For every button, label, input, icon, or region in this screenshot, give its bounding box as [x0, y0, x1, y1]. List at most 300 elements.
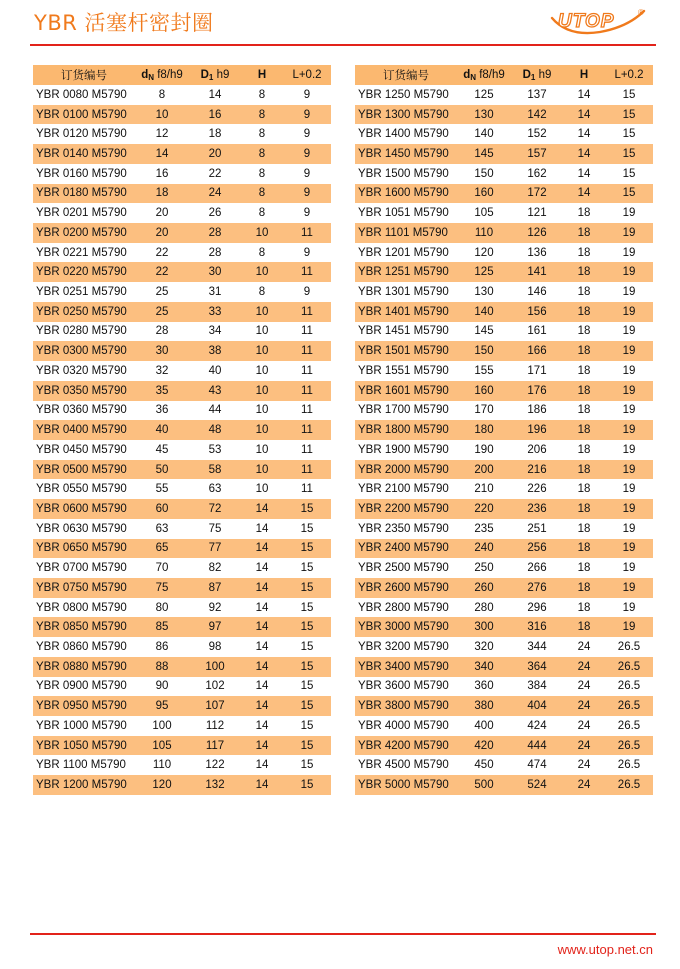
cell-d1: 156: [511, 302, 563, 322]
cell-dn: 18: [135, 184, 189, 204]
cell-order-code: YBR 1700 M5790: [358, 404, 449, 417]
cell-l: 15: [605, 105, 653, 125]
cell-d1: 161: [527, 325, 547, 338]
table-row: [33, 696, 331, 716]
cell-dn: 100: [152, 719, 172, 732]
cell-h: 14: [255, 601, 269, 614]
cell-l: 19: [605, 381, 653, 401]
cell-l: 15: [300, 719, 314, 732]
cell-l: 11: [301, 325, 313, 338]
cell-l: 26.5: [605, 696, 653, 716]
cell-dn: 10: [135, 105, 189, 125]
table-row: [355, 657, 653, 677]
cell-order-code: YBR 2600 M5790: [355, 578, 457, 598]
cell-l: 19: [605, 460, 653, 480]
cell-order-code: YBR 2500 M5790: [358, 562, 449, 575]
cell-dn: 60: [135, 499, 189, 519]
cell-d1: 171: [527, 364, 547, 377]
cell-dn: 75: [135, 578, 189, 598]
cell-dn: 160: [457, 184, 511, 204]
cell-order-code: YBR 4500 M5790: [358, 759, 449, 772]
cell-d1: 444: [511, 736, 563, 756]
cell-l: 11: [283, 302, 331, 322]
cell-order-code: YBR 1800 M5790: [355, 420, 457, 440]
cell-dn: 240: [457, 539, 511, 559]
cell-dn: 105: [474, 207, 494, 220]
cell-h: 10: [241, 223, 283, 243]
cell-h: 18: [577, 522, 591, 535]
cell-l: 19: [605, 578, 653, 598]
cell-dn: 320: [474, 640, 494, 653]
cell-dn: 32: [155, 364, 169, 377]
table-row: [355, 775, 653, 795]
table-row: [33, 322, 331, 342]
table-row: [355, 499, 653, 519]
cell-d1: 364: [511, 657, 563, 677]
cell-order-code: YBR 0080 M5790: [36, 88, 127, 101]
cell-d1: 26: [208, 207, 222, 220]
cell-l: 9: [303, 286, 311, 299]
cell-order-code: YBR 0350 M5790: [33, 381, 135, 401]
cell-dn: 130: [457, 105, 511, 125]
cell-h: 14: [577, 167, 591, 180]
cell-h: 8: [258, 167, 266, 180]
cell-order-code: YBR 1900 M5790: [358, 443, 449, 456]
cell-order-code: YBR 0860 M5790: [36, 640, 127, 653]
cell-l: 15: [605, 144, 653, 164]
table-row: [355, 144, 653, 164]
cell-h: 24: [563, 657, 605, 677]
table-row: [355, 519, 653, 539]
cell-d1: 474: [527, 759, 547, 772]
cell-order-code: YBR 2000 M5790: [355, 460, 457, 480]
cell-l: 15: [283, 499, 331, 519]
cell-d1: 157: [511, 144, 563, 164]
cell-h: 8: [241, 144, 283, 164]
utop-logo: [548, 5, 650, 39]
table-row: [355, 558, 653, 578]
col-header-dn: dN f8/h9: [457, 65, 511, 85]
cell-h: 10: [241, 460, 283, 480]
cell-dn: 120: [474, 246, 494, 259]
table-row: [355, 637, 653, 657]
cell-d1: 136: [527, 246, 547, 259]
cell-order-code: YBR 1401 M5790: [355, 302, 457, 322]
cell-h: 14: [255, 759, 269, 772]
cell-order-code: YBR 5000 M5790: [355, 775, 457, 795]
cell-order-code: YBR 0201 M5790: [36, 207, 127, 220]
cell-l: 9: [283, 105, 331, 125]
cell-d1: 384: [527, 680, 547, 693]
table-row: [355, 85, 653, 105]
table-row: [355, 361, 653, 381]
cell-d1: 117: [189, 736, 241, 756]
cell-dn: 140: [474, 128, 494, 141]
cell-l: 11: [283, 262, 331, 282]
table-row: [33, 637, 331, 657]
cell-l: 11: [283, 420, 331, 440]
cell-h: 18: [577, 364, 591, 377]
cell-order-code: YBR 0400 M5790: [33, 420, 135, 440]
cell-h: 14: [241, 617, 283, 637]
cell-order-code: YBR 0550 M5790: [36, 483, 127, 496]
cell-d1: 296: [527, 601, 547, 614]
table-row: [355, 203, 653, 223]
cell-h: 14: [241, 578, 283, 598]
cell-h: 14: [241, 657, 283, 677]
table-row: [33, 184, 331, 204]
table-row: [33, 736, 331, 756]
cell-h: 14: [241, 696, 283, 716]
cell-l: 15: [283, 736, 331, 756]
cell-h: 24: [577, 680, 591, 693]
cell-order-code: YBR 4000 M5790: [358, 719, 449, 732]
cell-dn: 210: [474, 483, 494, 496]
cell-h: 14: [255, 719, 269, 732]
cell-dn: 110: [457, 223, 511, 243]
cell-dn: 500: [457, 775, 511, 795]
cell-l: 11: [283, 381, 331, 401]
cell-h: 10: [241, 302, 283, 322]
col-header-dn: dN f8/h9: [135, 65, 189, 85]
cell-dn: 70: [155, 562, 169, 575]
cell-d1: 142: [511, 105, 563, 125]
cell-l: 15: [622, 167, 636, 180]
cell-d1: 30: [189, 262, 241, 282]
cell-l: 26.5: [617, 640, 641, 653]
table-row: [355, 736, 653, 756]
cell-d1: 266: [527, 562, 547, 575]
cell-d1: 20: [189, 144, 241, 164]
table-row: [33, 302, 331, 322]
cell-dn: 145: [457, 144, 511, 164]
cell-order-code: YBR 0160 M5790: [36, 167, 127, 180]
cell-dn: 95: [135, 696, 189, 716]
table-row: [33, 124, 331, 144]
cell-dn: 150: [457, 341, 511, 361]
cell-h: 10: [241, 262, 283, 282]
table-row: [33, 361, 331, 381]
cell-order-code: YBR 1451 M5790: [358, 325, 449, 338]
cell-order-code: YBR 1250 M5790: [358, 88, 449, 101]
cell-d1: 251: [527, 522, 547, 535]
cell-d1: 18: [208, 128, 222, 141]
table-row: [355, 223, 653, 243]
cell-order-code: YBR 1201 M5790: [358, 246, 449, 259]
cell-h: 24: [563, 775, 605, 795]
cell-l: 26.5: [605, 736, 653, 756]
cell-h: 14: [255, 640, 269, 653]
cell-d1: 132: [189, 775, 241, 795]
table-row: [33, 381, 331, 401]
cell-l: 9: [283, 184, 331, 204]
cell-l: 19: [622, 325, 636, 338]
cell-order-code: YBR 1600 M5790: [355, 184, 457, 204]
cell-h: 18: [563, 539, 605, 559]
cell-h: 18: [577, 246, 591, 259]
cell-dn: 120: [135, 775, 189, 795]
cell-d1: 146: [527, 286, 547, 299]
cell-l: 11: [283, 341, 331, 361]
cell-dn: 86: [155, 640, 169, 653]
cell-d1: 424: [527, 719, 547, 732]
cell-d1: 152: [527, 128, 547, 141]
cell-l: 15: [622, 88, 636, 101]
cell-dn: 12: [155, 128, 169, 141]
table-row: [33, 499, 331, 519]
cell-dn: 25: [155, 286, 169, 299]
cell-h: 18: [563, 302, 605, 322]
cell-order-code: YBR 0360 M5790: [36, 404, 127, 417]
table-row: [355, 341, 653, 361]
cell-dn: 200: [457, 460, 511, 480]
table-row: [355, 578, 653, 598]
table-row: [355, 105, 653, 125]
cell-h: 18: [577, 207, 591, 220]
cell-l: 26.5: [617, 719, 641, 732]
cell-l: 19: [605, 262, 653, 282]
cell-order-code: YBR 0221 M5790: [36, 246, 127, 259]
cell-l: 19: [605, 499, 653, 519]
table-row: [33, 144, 331, 164]
cell-l: 15: [283, 539, 331, 559]
cell-l: 15: [300, 601, 314, 614]
cell-l: 19: [622, 404, 636, 417]
cell-l: 26.5: [605, 657, 653, 677]
cell-order-code: YBR 0750 M5790: [33, 578, 135, 598]
cell-h: 8: [258, 246, 266, 259]
table-row: [33, 341, 331, 361]
cell-d1: 53: [208, 443, 222, 456]
cell-d1: 72: [189, 499, 241, 519]
cell-order-code: YBR 0120 M5790: [36, 128, 127, 141]
cell-h: 18: [577, 286, 591, 299]
cell-dn: 28: [155, 325, 169, 338]
cell-order-code: YBR 0950 M5790: [33, 696, 135, 716]
cell-d1: 63: [208, 483, 222, 496]
cell-h: 14: [255, 562, 269, 575]
cell-l: 19: [622, 522, 636, 535]
table-row: [355, 302, 653, 322]
cell-l: 9: [303, 128, 311, 141]
table-row: [33, 677, 331, 697]
cell-d1: 28: [208, 246, 222, 259]
cell-order-code: YBR 0700 M5790: [36, 562, 127, 575]
cell-h: 10: [255, 364, 269, 377]
table-row: [33, 657, 331, 677]
cell-d1: 226: [527, 483, 547, 496]
table-row: [355, 164, 653, 184]
cell-dn: 420: [457, 736, 511, 756]
cell-l: 15: [283, 578, 331, 598]
table-row: [33, 223, 331, 243]
table-row: [355, 262, 653, 282]
cell-h: 10: [255, 404, 269, 417]
cell-dn: 25: [135, 302, 189, 322]
cell-dn: 88: [135, 657, 189, 677]
cell-l: 19: [622, 207, 636, 220]
cell-dn: 340: [457, 657, 511, 677]
table-row: [33, 755, 331, 775]
cell-h: 18: [577, 325, 591, 338]
cell-dn: 110: [152, 759, 172, 772]
cell-l: 26.5: [605, 775, 653, 795]
table-row: [33, 85, 331, 105]
cell-h: 18: [577, 562, 591, 575]
cell-h: 10: [241, 381, 283, 401]
cell-h: 24: [577, 640, 591, 653]
cell-h: 18: [563, 460, 605, 480]
cell-l: 11: [283, 223, 331, 243]
cell-dn: 400: [474, 719, 494, 732]
footer-divider: [30, 933, 656, 935]
cell-d1: 344: [527, 640, 547, 653]
cell-l: 9: [303, 88, 311, 101]
cell-order-code: YBR 0140 M5790: [33, 144, 135, 164]
cell-l: 19: [622, 443, 636, 456]
spec-table-left: [33, 65, 331, 795]
cell-h: 24: [563, 736, 605, 756]
cell-l: 9: [303, 246, 311, 259]
table-row: [33, 282, 331, 302]
cell-h: 18: [577, 483, 591, 496]
table-row: [33, 105, 331, 125]
cell-order-code: YBR 1000 M5790: [36, 719, 127, 732]
table-row: [355, 539, 653, 559]
cell-order-code: YBR 0800 M5790: [36, 601, 127, 614]
cell-h: 18: [577, 601, 591, 614]
cell-dn: 140: [457, 302, 511, 322]
cell-dn: 85: [135, 617, 189, 637]
cell-h: 24: [563, 696, 605, 716]
cell-d1: 14: [208, 88, 222, 101]
cell-d1: 121: [527, 207, 547, 220]
table-row: [33, 203, 331, 223]
cell-order-code: YBR 4200 M5790: [355, 736, 457, 756]
cell-h: 10: [241, 341, 283, 361]
cell-h: 18: [577, 443, 591, 456]
col-header-d1: D1 h9: [511, 65, 563, 85]
table-row: [355, 401, 653, 421]
cell-d1: 97: [189, 617, 241, 637]
cell-order-code: YBR 1400 M5790: [358, 128, 449, 141]
cell-l: 15: [300, 562, 314, 575]
cell-dn: 30: [135, 341, 189, 361]
cell-l: 19: [605, 617, 653, 637]
cell-order-code: YBR 0900 M5790: [36, 680, 127, 693]
footer-url[interactable]: www.utop.net.cn: [557, 942, 653, 957]
cell-dn: 125: [474, 88, 494, 101]
cell-d1: 107: [189, 696, 241, 716]
cell-h: 18: [563, 578, 605, 598]
col-header-d1: D1 h9: [189, 65, 241, 85]
cell-d1: 126: [511, 223, 563, 243]
cell-d1: 137: [527, 88, 547, 101]
cell-order-code: YBR 1251 M5790: [355, 262, 457, 282]
cell-d1: 31: [208, 286, 222, 299]
table-row: [355, 696, 653, 716]
cell-h: 10: [255, 443, 269, 456]
table-row: [33, 401, 331, 421]
cell-order-code: YBR 1601 M5790: [355, 381, 457, 401]
cell-h: 18: [563, 341, 605, 361]
table-row: [33, 578, 331, 598]
cell-l: 11: [301, 483, 313, 496]
cell-h: 14: [241, 499, 283, 519]
table-row: [33, 262, 331, 282]
header-divider: [30, 44, 656, 46]
cell-l: 15: [622, 128, 636, 141]
cell-order-code: YBR 3200 M5790: [358, 640, 449, 653]
cell-order-code: YBR 0500 M5790: [33, 460, 135, 480]
cell-d1: 236: [511, 499, 563, 519]
cell-l: 11: [301, 443, 313, 456]
table-header-row: [355, 65, 653, 85]
table-row: [33, 243, 331, 263]
cell-l: 19: [605, 539, 653, 559]
cell-h: 10: [255, 483, 269, 496]
cell-h: 10: [255, 325, 269, 338]
table-row: [355, 124, 653, 144]
cell-l: 19: [605, 420, 653, 440]
col-header-l: L+0.2: [283, 65, 331, 85]
cell-h: 18: [563, 420, 605, 440]
cell-d1: 316: [511, 617, 563, 637]
cell-dn: 155: [474, 364, 494, 377]
cell-d1: 524: [511, 775, 563, 795]
cell-h: 24: [577, 719, 591, 732]
cell-h: 14: [563, 184, 605, 204]
cell-dn: 8: [158, 88, 166, 101]
table-row: [33, 617, 331, 637]
cell-l: 15: [283, 775, 331, 795]
cell-h: 14: [563, 144, 605, 164]
cell-dn: 22: [155, 246, 169, 259]
col-header-h: H: [563, 65, 605, 85]
table-row: [355, 479, 653, 499]
cell-order-code: YBR 1050 M5790: [33, 736, 135, 756]
cell-l: 19: [622, 562, 636, 575]
cell-order-code: YBR 0180 M5790: [33, 184, 135, 204]
cell-l: 15: [300, 680, 314, 693]
cell-order-code: YBR 1051 M5790: [358, 207, 449, 220]
col-header-code: 订货编号: [33, 65, 135, 85]
cell-d1: 172: [511, 184, 563, 204]
cell-l: 15: [300, 640, 314, 653]
cell-d1: 75: [208, 522, 222, 535]
cell-h: 14: [577, 88, 591, 101]
cell-h: 14: [241, 775, 283, 795]
cell-l: 9: [303, 167, 311, 180]
cell-h: 18: [577, 404, 591, 417]
cell-order-code: YBR 1551 M5790: [358, 364, 449, 377]
cell-order-code: YBR 3400 M5790: [355, 657, 457, 677]
cell-d1: 100: [189, 657, 241, 677]
cell-h: 14: [241, 736, 283, 756]
cell-dn: 105: [135, 736, 189, 756]
cell-l: 11: [301, 404, 313, 417]
cell-h: 14: [255, 522, 269, 535]
cell-order-code: YBR 2200 M5790: [355, 499, 457, 519]
cell-order-code: YBR 0880 M5790: [33, 657, 135, 677]
table-row: [355, 381, 653, 401]
cell-dn: 22: [135, 262, 189, 282]
cell-order-code: YBR 2350 M5790: [358, 522, 449, 535]
cell-order-code: YBR 1301 M5790: [358, 286, 449, 299]
cell-h: 8: [258, 286, 266, 299]
cell-dn: 20: [135, 223, 189, 243]
table-row: [355, 460, 653, 480]
